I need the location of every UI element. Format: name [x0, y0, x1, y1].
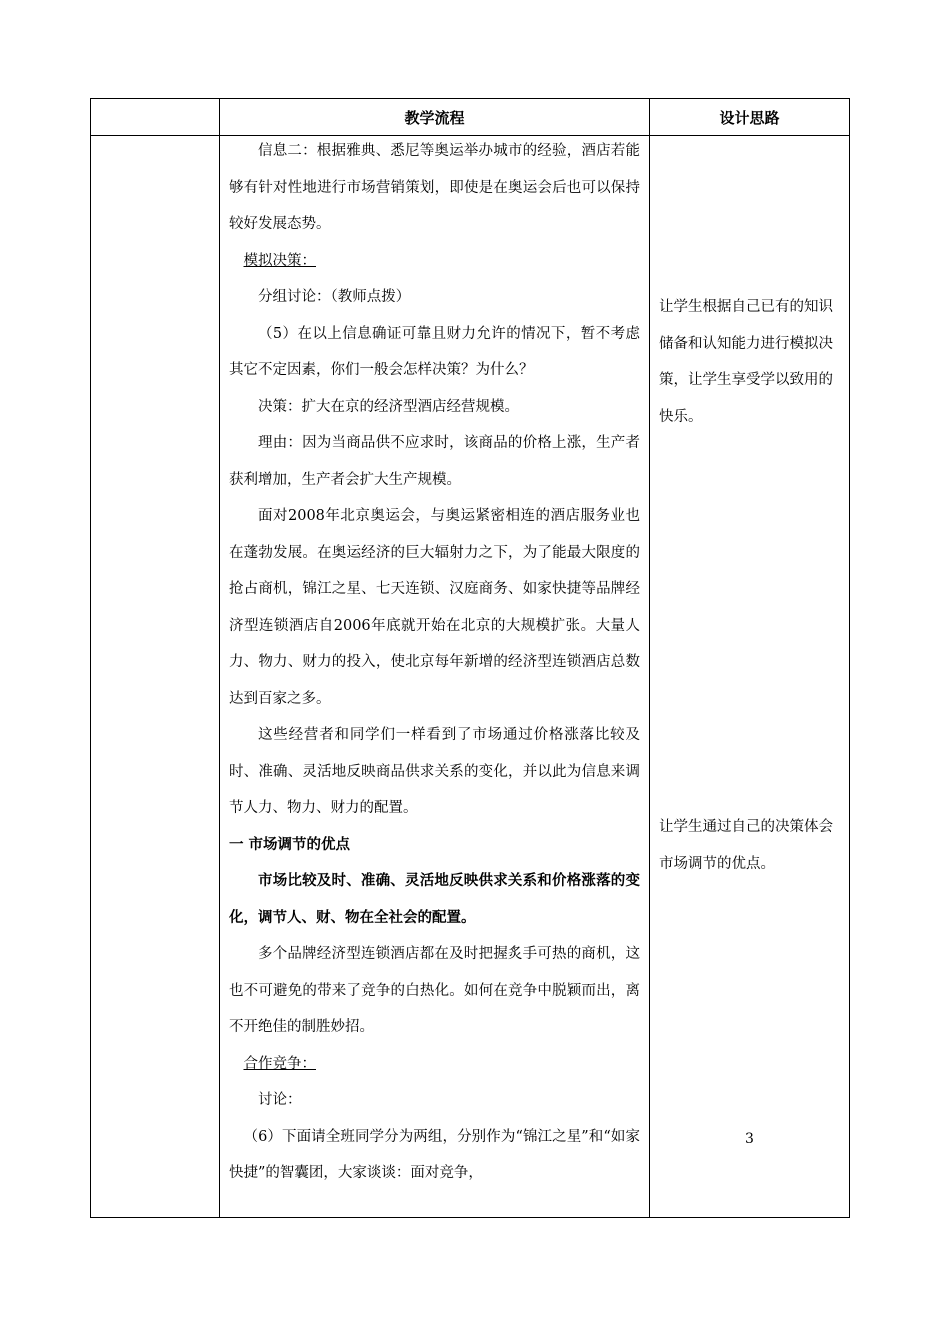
header-row: [91, 99, 850, 136]
lesson-plan-table: [90, 98, 850, 1218]
process-paragraph: 理由：因为当商品供不应求时，该商品的价格上涨，生产者获利增加，生产者会扩大生产规模。: [229, 435, 640, 488]
design-note: 让学生通过自己的决策体会市场调节的优点。: [659, 819, 833, 872]
left-empty-cell: [91, 136, 220, 1218]
process-paragraph: （6）下面请全班同学分为两组，分别作为“锦江之星”和“如家快捷”的智囊团，大家谈谈：面对竞争，: [229, 1128, 640, 1181]
key-point-paragraph: 市场比较及时、准确、灵活地反映供求关系和价格涨落的变化，调节人、财、物在全社会的配置。: [229, 873, 640, 926]
header-cell-design: [650, 99, 850, 136]
process-paragraph: （5）在以上信息确证可靠且财力允许的情况下，暂不考虑其它不定因素，你们一般会怎样决策？为什么？: [229, 325, 640, 378]
process-paragraph: 多个品牌经济型连锁酒店都在及时把握炙手可热的商机，这也不可避免的带来了竞争的白热化。如何在竞争中脱颖而出，离不开绝佳的制胜妙招。: [229, 946, 640, 1035]
process-paragraph: 这些经营者和同学们一样看到了市场通过价格涨落比较及时、准确、灵活地反映商品供求关系的变化，并以此为信息来调节人力、物力、财力的配置。: [229, 727, 640, 816]
process-subheading: [220, 243, 649, 280]
process-paragraph: 分组讨论：（教师点拨）: [258, 289, 411, 305]
content-row: [91, 136, 850, 1218]
process-paragraph: 信息二：根据雅典、悉尼等奥运举办城市的经验，酒店若能够有针对性地进行市场营销策划，即使是在奥运会后也可以保持较好发展态势。: [229, 143, 640, 232]
process-subheading: [220, 1046, 649, 1083]
process-paragraph: 面对2008年北京奥运会，与奥运紧密相连的酒店服务业也在蓬勃发展。在奥运经济的巨大辐射力之下，为了能最大限度的抢占商机，锦江之星、七天连锁、汉庭商务、如家快捷等品牌经济型连锁酒店自2006年底就开始在北京的大规模扩张。大量人力、物力、财力的投入，使北京每年新增的经济型连锁酒店总数达到百家之多。: [229, 508, 640, 707]
design-note: 让学生根据自己已有的知识储备和认知能力进行模拟决策，让学生享受学以致用的快乐。: [659, 299, 833, 425]
header-design-label: 设计思路: [719, 108, 780, 127]
process-paragraph: 讨论：: [258, 1092, 302, 1108]
simulated-decision-label: 模拟决策：: [243, 252, 316, 269]
cooperative-competition-label: 合作竞争：: [243, 1055, 316, 1072]
process-paragraph: 决策：扩大在京的经济型酒店经营规模。: [258, 398, 519, 415]
design-cell: [650, 136, 850, 1218]
header-cell-process: [220, 99, 650, 136]
page-number: 3: [745, 1131, 754, 1147]
header-cell-empty: [91, 99, 220, 136]
section-heading: 一 市场调节的优点: [229, 836, 351, 853]
header-process-label: 教学流程: [404, 108, 465, 127]
process-cell: [220, 136, 650, 1218]
